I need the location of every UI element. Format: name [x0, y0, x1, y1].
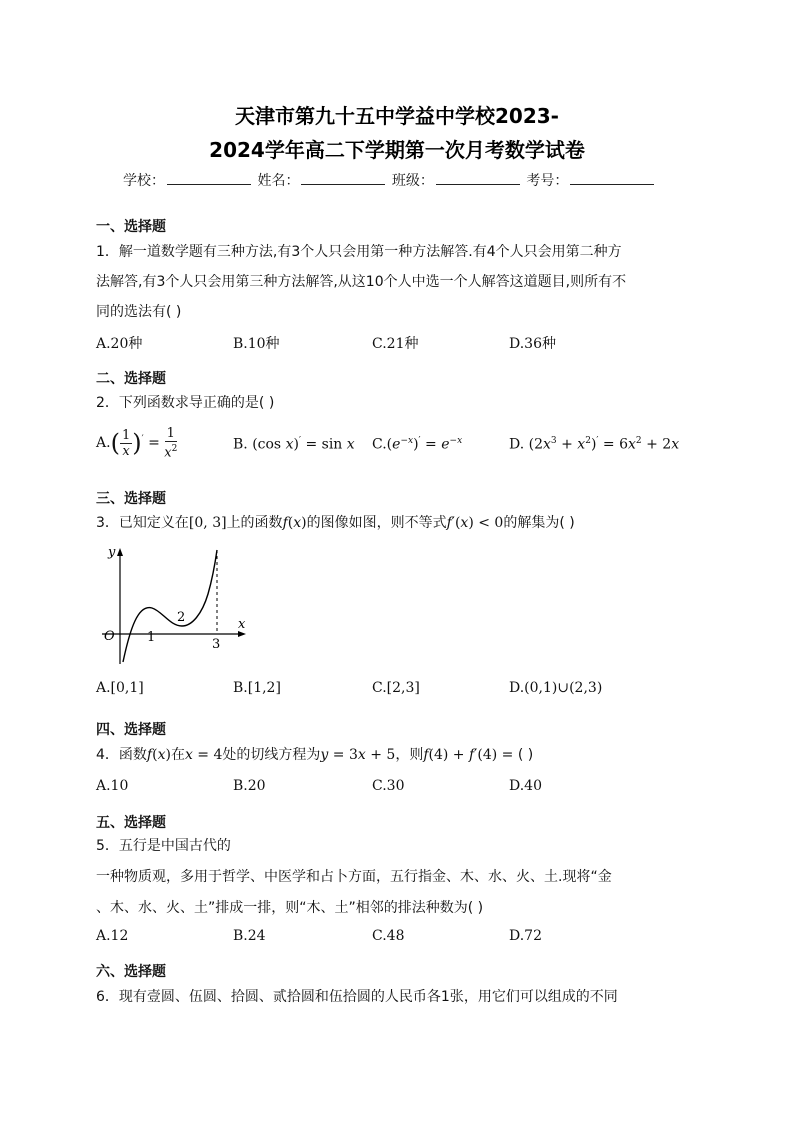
- q2-option-b-label: B.: [233, 436, 248, 453]
- q1-stem-line2: 法解答,有3个人只会用第三种方法解答,从这10个人中选一个人解答这道题目,则所有不: [96, 274, 627, 290]
- q2-option-c-label: C.: [372, 436, 387, 453]
- section-heading-5: 五、选择题: [96, 815, 166, 831]
- q5-option-d[interactable]: D.72: [509, 928, 542, 944]
- q4-stem-part2: 在: [170, 747, 185, 763]
- q4-stem: 4．函数f(x)在x = 4处的切线方程为y = 3x + 5，则f(4) + f′(4) = ( ): [96, 747, 534, 763]
- q5-option-c[interactable]: C.48: [372, 928, 405, 944]
- section-heading-4: 四、选择题: [96, 722, 166, 738]
- name-field[interactable]: [301, 170, 385, 185]
- tick-label-3: 3: [212, 637, 221, 652]
- q3-option-d[interactable]: D.(0,1)∪(2,3): [509, 680, 603, 696]
- q3-option-c[interactable]: C.[2,3]: [372, 680, 420, 696]
- q1-option-b[interactable]: B.10种: [233, 336, 280, 352]
- q3-stem: 3．已知定义在[0, 3]上的函数f(x)的图像如图，则不等式f′(x) < 0的解集为( ): [96, 515, 575, 531]
- q4-option-b[interactable]: B.20: [233, 778, 266, 794]
- y-axis-label: y: [108, 545, 116, 560]
- x-axis-label: x: [238, 617, 246, 632]
- q2-option-b[interactable]: B. (cos x)′ = sin x: [233, 436, 355, 453]
- q3-stem-part1: 3．已知定义在: [96, 515, 189, 531]
- section-heading-1: 一、选择题: [96, 219, 166, 235]
- q4-stem-part1: 4．函数: [96, 747, 147, 763]
- exam-number-field[interactable]: [570, 170, 654, 185]
- q1-stem-line3: 同的选法有( ): [96, 304, 182, 320]
- q2-option-d-label: D.: [509, 436, 525, 453]
- tick-label-1: 1: [147, 630, 156, 645]
- school-label: 学校：: [123, 173, 165, 189]
- q2-option-c[interactable]: $C.(e^{-x})' = e^{-x}$: [372, 436, 463, 453]
- q4-option-d[interactable]: D.40: [509, 778, 542, 794]
- origin-label: O: [104, 629, 115, 644]
- function-curve: [123, 550, 217, 662]
- tick-label-2: 2: [177, 610, 186, 625]
- q4-option-a[interactable]: A.10: [96, 778, 129, 794]
- q1-option-d[interactable]: D.36种: [509, 336, 556, 352]
- exam-title-line2: 2024学年高二下学期第一次月考数学试卷: [209, 138, 585, 162]
- q5-stem-line2: 一种物质观，多用于哲学、中医学和占卜方面，五行指金、木、水、火、土.现将“金: [96, 869, 612, 885]
- q3-option-b[interactable]: B.[1,2]: [233, 680, 281, 696]
- name-label: 姓名：: [257, 173, 300, 189]
- q3-stem-part3: 的图像如图，则不等式: [306, 515, 447, 531]
- q5-option-b[interactable]: B.24: [233, 928, 266, 944]
- q5-option-a[interactable]: A.12: [96, 928, 129, 944]
- q1-option-a[interactable]: A.20种: [96, 336, 143, 352]
- section-heading-6: 六、选择题: [96, 964, 166, 980]
- q5-stem-line3: 、木、水、火、土”排成一排，则“木、土”相邻的排法种数为( ): [96, 900, 484, 916]
- q3-stem-part4: 的解集为( ): [503, 515, 575, 531]
- q2-option-a[interactable]: A.( $\frac{1}{x}$ )′ = $\frac{1}{x^2}$: [96, 426, 178, 461]
- q6-stem-line1: 6．现有壹圆、伍圆、拾圆、贰拾圆和伍拾圆的人民币各1张，用它们可以组成的不同: [96, 989, 618, 1005]
- q4-option-c[interactable]: C.30: [372, 778, 405, 794]
- q1-option-c[interactable]: C.21种: [372, 336, 419, 352]
- q3-stem-part2: 上的函数: [226, 515, 283, 531]
- q4-stem-part4: ，则: [395, 747, 424, 763]
- exam-number-label: 考号：: [526, 173, 569, 189]
- q2-stem: 2．下列函数求导正确的是( ): [96, 395, 275, 411]
- school-field[interactable]: [167, 170, 251, 185]
- q2-option-a-label: A.: [96, 435, 111, 452]
- q4-stem-part5: ( ): [517, 747, 534, 763]
- q5-stem-line1: 5．五行是中国古代的: [96, 838, 231, 854]
- q1-stem-line1: 1．解一道数学题有三种方法,有3个人只会用第一种方法解答.有4个人只会用第二种方: [96, 244, 622, 260]
- q4-stem-part3: 处的切线方程为: [222, 747, 321, 763]
- q3-option-a[interactable]: A.[0,1]: [96, 680, 144, 696]
- q3-function-graph: [96, 544, 256, 669]
- class-label: 班级：: [391, 173, 434, 189]
- q2-option-d[interactable]: D. $(2x^3 + x^2)' = 6x^2 + 2x$: [509, 436, 680, 453]
- exam-title-line1: 天津市第九十五中学益中学校2023-: [235, 104, 559, 128]
- student-info-row: [123, 170, 656, 190]
- section-heading-3: 三、选择题: [96, 491, 166, 507]
- section-heading-2: 二、选择题: [96, 371, 166, 387]
- y-axis-arrow-icon: [117, 548, 123, 556]
- class-field[interactable]: [436, 170, 520, 185]
